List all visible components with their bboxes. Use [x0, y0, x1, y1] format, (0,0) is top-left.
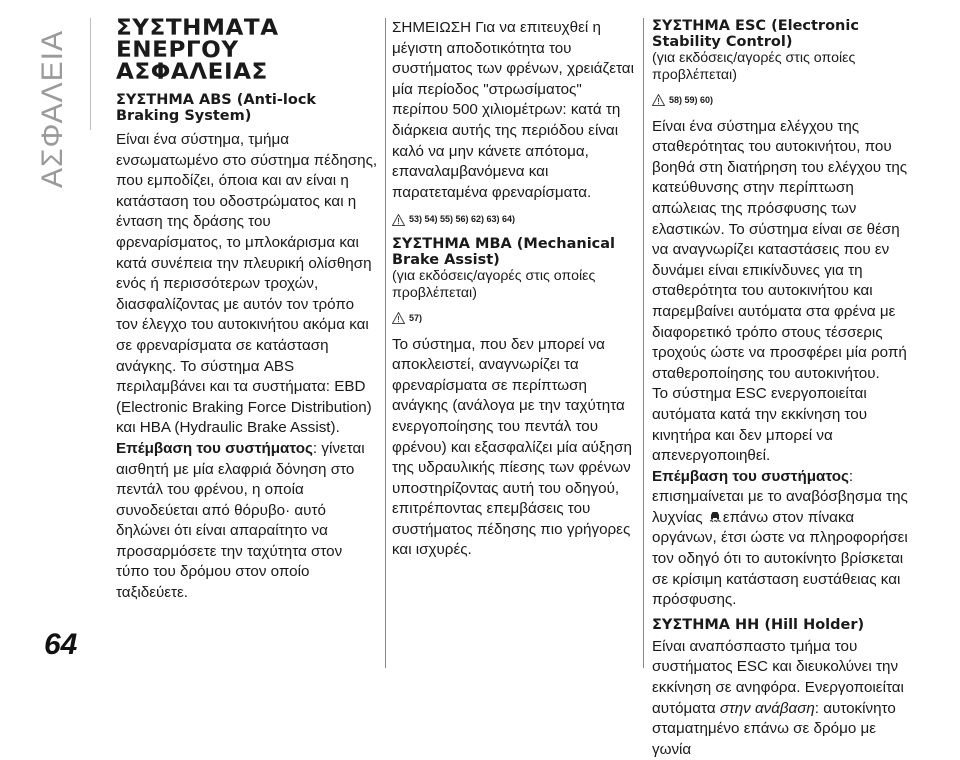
- abs-intervention-body: : γίνεται αισθητή με μία ελαφριά δόνηση στο πεντάλ του φρένου, η οποία συνοδεύεται από θόρυβο· αυτό δηλώνει ότι είναι απαραίτητο να προσαρμόσετε την ταχύτητα στον τύπο του δρόμου στον οποίο ταξιδεύετε.: [116, 439, 365, 602]
- warning-refs-1: [392, 209, 642, 230]
- warning-refs-3-text: 58) 59) 60): [669, 95, 714, 105]
- hh-body-pre: Είναι αναπόσπαστο τμήμα του συστήματος ESC και διευκολύνει την εκκίνηση σε ανηφόρα. Ενεργοποιείται αυτόματα: [652, 637, 904, 717]
- warning-refs-2: [392, 308, 642, 329]
- mba-availability: (για εκδόσεις/αγορές στις οποίες προβλέπεται): [392, 267, 596, 301]
- warning-refs-2-text: 57): [409, 312, 423, 323]
- column-3: [643, 18, 910, 758]
- esc-intervention-colon: :: [848, 467, 854, 485]
- hh-body-post: : αυτοκίνητο σταματημένο επάνω σε δρόμο με γωνία: [652, 699, 896, 758]
- warning-refs-3: [652, 90, 910, 111]
- hh-heading: ΣΥΣΤΗΜΑ HH (Hill Holder): [652, 616, 865, 633]
- section-title: ΣΥΣΤΗΜΑΤΑ ΕΝΕΡΓΟΥ ΑΣΦΑΛΕΙΑΣ: [116, 16, 279, 85]
- warning-refs-1-text: 53) 54) 55) 56) 62) 63) 64): [409, 214, 516, 225]
- column-2: [385, 18, 642, 668]
- esc-heading: ΣΥΣΤΗΜΑ ESC (Electronic Stability Control): [652, 18, 859, 50]
- page-number: 64: [44, 628, 78, 661]
- mba-body: Το σύστημα, που δεν μπορεί να αποκλειστεί, αναγνωρίζει τα φρεναρίσματα σε περίπτωση ανάγκης (ανάλογα με την ταχύτητα ενεργοποίησης του πεντάλ του φρένου) και εξασφαλίζει μία αύξηση της υδραυλικής πίεσης των φρένων υποστηρίζοντας αυτή του οδηγού, επιτρέποντας επεμβάσεις του συστήματος πέδησης πιο γρήγορες και ισχυρές.: [392, 335, 632, 559]
- esc-intervention: [652, 467, 910, 488]
- esc-availability: (για εκδόσεις/αγορές στις οποίες προβλέπεται): [652, 50, 856, 83]
- esc-intervention-pre: επισημαίνεται με το αναβόσβησμα της λυχνίας: [652, 488, 908, 526]
- esc-intervention-post: επάνω στον πίνακα οργάνων, έτσι ώστε να πληροφορήσει τον οδηγό ότι το αυτοκίνητο βρίσκεται σε κρίσιμη κατάσταση ευστάθειας και πρόσφυσης.: [652, 508, 908, 609]
- hh-body: [652, 637, 910, 760]
- section-side-tab: ΑΣΦΑΛΕΙΑ: [36, 30, 69, 189]
- esc-body-2: Το σύστημα ESC ενεργοποιείται αυτόματα κατά την εκκίνηση του κινητήρα και δεν μπορεί να απενεργοποιηθεί.: [652, 385, 868, 465]
- break-in-note: ΣΗΜΕΙΩΣΗ Για να επιτευχθεί η μέγιστη αποδοτικότητα του συστήματος των φρένων, χρειάζεται μία περίοδος "στρωσίματος" περίπου 500 χιλιομέτρων: κατά τη διάρκεια αυτής της περιόδου είναι καλό να μην κάνετε απότομα, επαναλαμβανόμενα και παρατεταμένα φρεναρίσματα.: [392, 19, 634, 201]
- mba-heading: ΣΥΣΤΗΜΑ MBA (Mechanical Brake Assist): [392, 235, 616, 268]
- abs-intervention: [116, 439, 378, 604]
- side-rule: [90, 18, 91, 130]
- esc-body-1: Είναι ένα σύστημα ελέγχου της σταθερότητας του αυτοκινήτου, που βοηθά στη διατήρηση του ελέγχου της κατεύθυνσης στην περίπτωση απώλειας της πρόσφυσης των ελαστικών. Το σύστημα είναι σε θέση να αναγνωρίζει καταστάσεις που εν δυνάμει είναι επικίνδυνες για τη σταθερότητα του αυτοκινήτου και παρεμβαίνει αυτόματα στα φρένα με διαφορετικό τρόπο στους τέσσερις τροχούς ώστε να προσφέρει μία ροπή σταθεροποίησης του αυτοκινήτου.: [652, 117, 908, 382]
- column-1: [116, 18, 378, 604]
- esc-warning-lamp-icon: [708, 510, 722, 524]
- abs-body: Είναι ένα σύστημα, τμήμα ενσωματωμένο στο σύστημα πέδησης, που εμποδίζει, όποια και αν είναι η κατάσταση του οδοστρώματος και η ένταση της δράσης του φρεναρίσματος, το μπλοκάρισμα και κατά συνέπεια την πλευρική ολίσθηση ενός ή περισσότερων τροχών, διασφαλίζοντας με αυτόν τον τρόπο τον έλεγχο του αυτοκινήτου ακόμα και σε φρεναρίσματα σε κατάσταση ανάγκης. Το σύστημα ABS περιλαμβάνει και τα συστήματα: EBD (Electronic Braking Force Distribution) και HBA (Hydraulic Brake Assist).: [116, 131, 378, 437]
- esc-intervention-label: Επέμβαση του συστήματος: [652, 467, 849, 485]
- hh-body-italic: στην ανάβαση: [719, 699, 815, 717]
- warning-triangle-icon: [392, 214, 405, 226]
- abs-intervention-label: Επέμβαση του συστήματος: [116, 439, 313, 457]
- abs-heading: ΣΥΣΤΗΜΑ ABS (Anti-lock Braking System): [116, 92, 317, 124]
- esc-intervention-text: [652, 487, 910, 611]
- warning-triangle-icon: [392, 312, 405, 324]
- warning-triangle-icon: [652, 94, 665, 106]
